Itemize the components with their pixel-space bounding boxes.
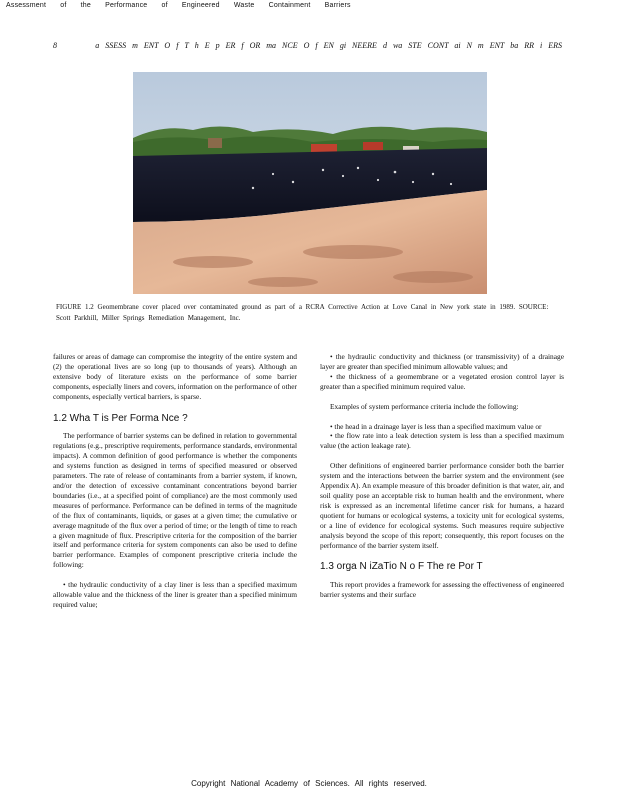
right-column [320,352,564,600]
paragraph: failures or areas of damage can compromise the integrity of the entire system and (2) the operational lives are so long (up to thousands of years). Although an extensive body of literature exists on the performance of some barrier components, especially liners and covers, information on the performance of other components, especially vertical barriers, is sparse. [53,352,297,401]
left-column [53,352,297,610]
section-heading: 1.3 orga N iZaTio N o F The re Por T [320,561,483,573]
paragraph: This report provides a framework for assessing the effectiveness of engineered barrier systems and their surface [320,580,564,600]
landfill-photo-illustration [133,72,487,294]
paragraph: Examples of system performance criteria include the following: [330,401,519,411]
running-head: a SSESS m ENT O f T h E p ER f OR ma NCE O f EN gi NEERE d wa STE CONT ai N m ENT ba RR i ERS [95,41,562,50]
document-title-header: Assessment of the Performance of Engineered Waste Containment Barriers [6,2,351,9]
bullet-item: • the thickness of a geomembrane or a vegetated erosion control layer is greater than a specified minimum required value. [320,371,564,391]
page-number: 8 [53,41,57,50]
figure-photo [133,72,487,294]
bullet-item: • the flow rate into a leak detection system is less than a specified maximum value (the action leakage rate). [320,431,564,451]
paragraph: The performance of barrier systems can be defined in relation to governmental regulations (e.g., prescriptive requirements, performance standards, environmental impacts). A common definition of good performance is whether the components and systems function as designed in terms of specified measured or observed parameters. The rate of release of contaminants from a barrier system, if known, and/or the detection of excessive contaminant concentrations beyond barrier boundaries (i.e., at a specified point of compliance) are the most commonly used measures of performance. Performance can be defined in terms of the magnitude of the flux of contaminants, liquids, or gases at a given time; the cumulative or average magnitude of the flux over a period of time; or the length of time to reach a given magnitude of flux. Prescriptive criteria for the composition of the barrier itself and performance criteria for system components can also be used to define barrier performance. Examples of component prescriptive criteria include the following: [53,431,298,570]
figure-caption: FIGURE 1.2 Geomembrane cover placed over contaminated ground as part of a RCRA Corrective Action at Love Canal in New york state in 1989. SOURCE: Scott Parkhill, Miller Springs Remediation Management, Inc. [56,303,549,322]
section-heading: 1.2 Wha T is Per Forma Nce ? [53,412,188,424]
bullet-item: • the hydraulic conductivity of a clay liner is less than a specified maximum allowable value and the thickness of the liner is greater than a specified minimum required value; [53,580,297,609]
bullet-item: • the hydraulic conductivity and thickness (or transmissivity) of a drainage layer are greater than specified minimum allowable values; and [320,352,564,371]
copyright-footer: Copyright National Academy of Sciences. All rights reserved. [191,779,427,788]
paragraph: Other definitions of engineered barrier performance consider both the barrier system and the interactions between the barrier system and the environment (see Appendix A). An example measure of this broader definition is that water, air, and soil quality pose an acceptable risk to human health and the environment, where risk is expressed as an incremental lifetime cancer risk for humans, a hazard quotient for humans or ecological systems, a toxicity unit for ecological systems, or a line of evidence for ecological systems. Such measures require subjective analysis beyond the scope of this report; consequently, this report focuses on the performance of the barrier system itself. [320,461,564,550]
bullet-item: • the head in a drainage layer is less than a specified maximum value or [330,421,542,431]
